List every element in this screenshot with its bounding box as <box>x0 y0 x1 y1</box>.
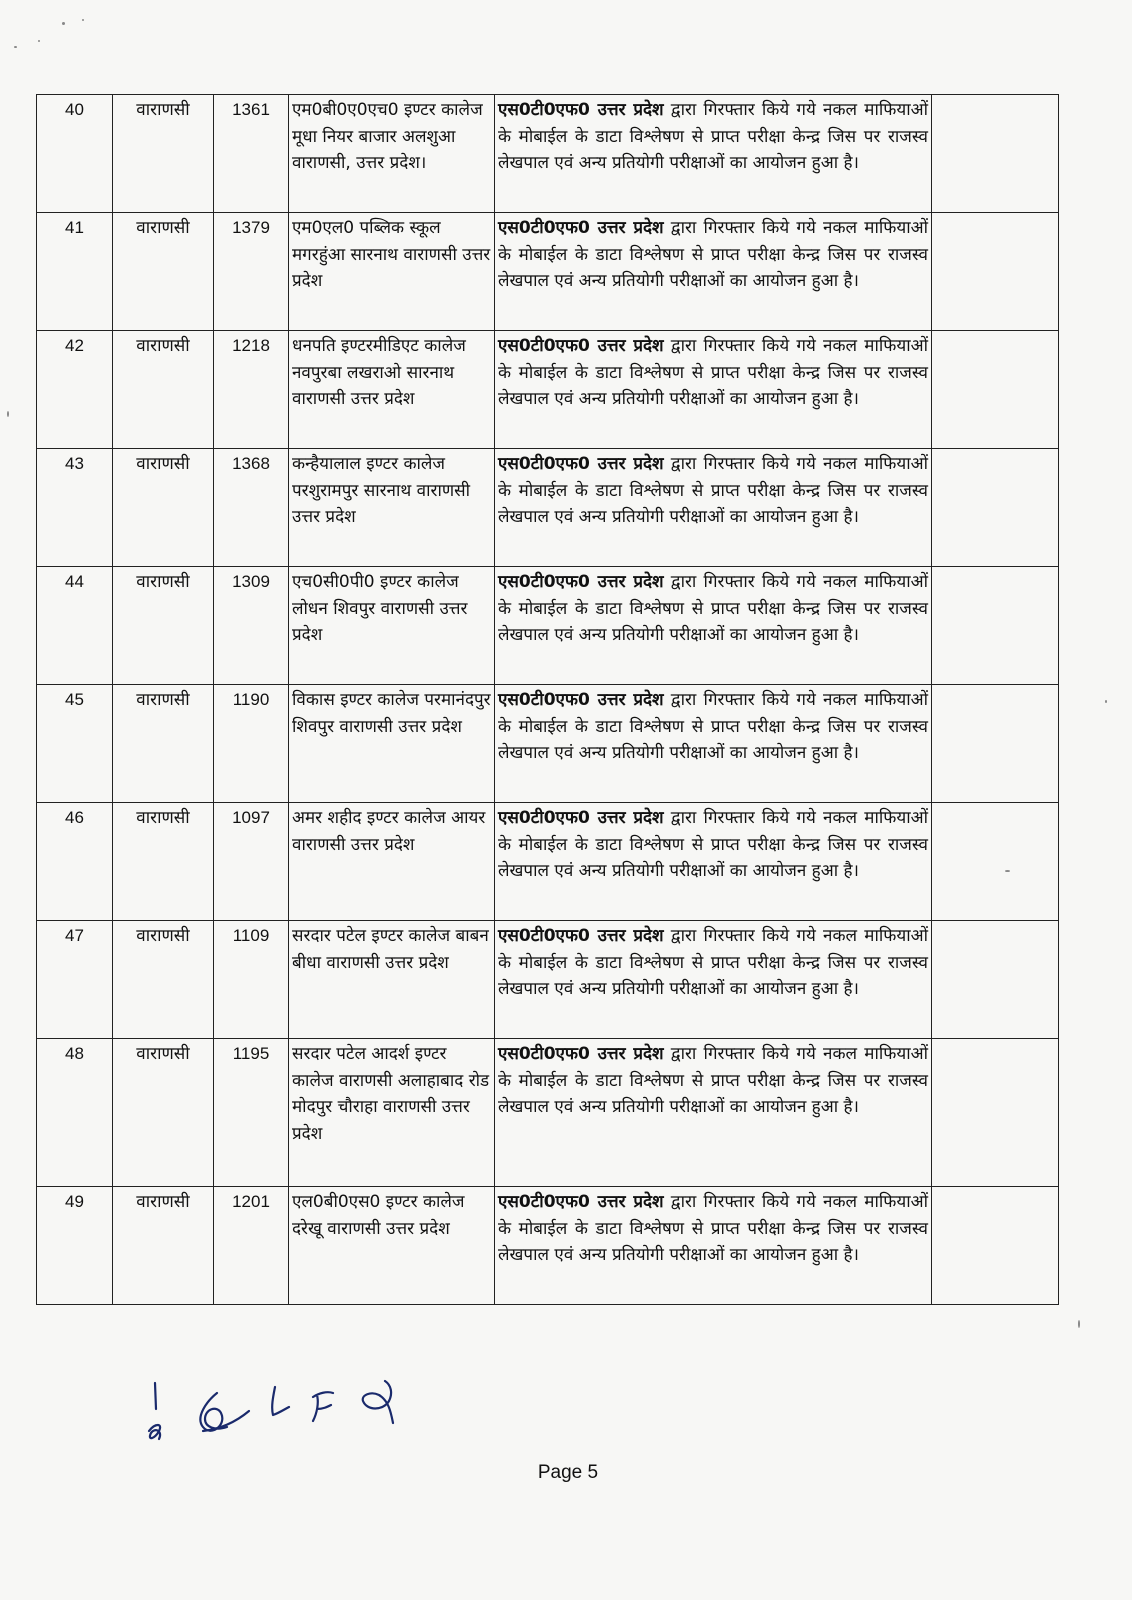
district-cell: वाराणसी <box>113 567 214 685</box>
remark-agency: एस0टी0एफ0 उत्तर प्रदेश <box>498 1044 664 1064</box>
district-cell: वाराणसी <box>113 449 214 567</box>
blank-cell <box>932 331 1059 449</box>
centre-name-cell: सरदार पटेल इण्टर कालेज बाबन बीधा वाराणसी उत्तर प्रदेश <box>289 921 495 1039</box>
blank-cell <box>932 213 1059 331</box>
remark-cell <box>495 95 932 213</box>
exam-centre-table <box>36 94 1059 1305</box>
centre-code-cell: 1218 <box>214 331 289 449</box>
district-cell: वाराणसी <box>113 803 214 921</box>
centre-code-cell: 1097 <box>214 803 289 921</box>
scan-speck <box>82 19 84 21</box>
centre-name-cell: एम0बी0ए0एच0 इण्टर कालेज मूधा नियर बाजार अलशुआ वाराणसी, उत्तर प्रदेश। <box>289 95 495 213</box>
remark-agency: एस0टी0एफ0 उत्तर प्रदेश <box>498 926 664 946</box>
district-cell: वाराणसी <box>113 213 214 331</box>
serial-number-cell: 49 <box>37 1187 113 1305</box>
remark-cell <box>495 331 932 449</box>
centre-name-cell: अमर शहीद इण्टर कालेज आयर वाराणसी उत्तर प्रदेश <box>289 803 495 921</box>
table-row <box>37 1187 1059 1305</box>
centre-code-cell: 1201 <box>214 1187 289 1305</box>
handwritten-signatures <box>135 1375 435 1485</box>
scan-speck <box>1105 700 1107 703</box>
serial-number-cell: 44 <box>37 567 113 685</box>
remark-text: द्वारा गिरफ्तार किये गये नकल माफियाओं के मोबाईल के डाटा विश्लेषण से प्राप्त परीक्षा केन्द्र जिस पर राजस्व लेखपाल एवं अन्य प्रतियोगी परीक्षाओं का आयोजन हुआ है। <box>498 572 928 645</box>
remark-text: द्वारा गिरफ्तार किये गये नकल माफियाओं के मोबाईल के डाटा विश्लेषण से प्राप्त परीक्षा केन्द्र जिस पर राजस्व लेखपाल एवं अन्य प्रतियोगी परीक्षाओं का आयोजन हुआ है। <box>498 454 928 527</box>
blank-cell <box>932 567 1059 685</box>
remark-agency: एस0टी0एफ0 उत्तर प्रदेश <box>498 218 664 238</box>
remark-agency: एस0टी0एफ0 उत्तर प्रदेश <box>498 572 664 592</box>
scan-speck <box>1078 1320 1080 1328</box>
scan-speck <box>62 22 65 25</box>
table-row <box>37 567 1059 685</box>
centre-code-cell: 1195 <box>214 1039 289 1187</box>
district-cell: वाराणसी <box>113 921 214 1039</box>
remark-agency: एस0टी0एफ0 उत्तर प्रदेश <box>498 808 664 828</box>
serial-number-cell: 40 <box>37 95 113 213</box>
table-row <box>37 921 1059 1039</box>
table-row <box>37 95 1059 213</box>
centre-name-cell: एम0एल0 पब्लिक स्कूल मगरहुंआ सारनाथ वाराणसी उत्तर प्रदेश <box>289 213 495 331</box>
table-row <box>37 331 1059 449</box>
centre-code-cell: 1368 <box>214 449 289 567</box>
blank-cell <box>932 1187 1059 1305</box>
remark-cell <box>495 803 932 921</box>
blank-cell <box>932 803 1059 921</box>
blank-cell <box>932 685 1059 803</box>
remark-text: द्वारा गिरफ्तार किये गये नकल माफियाओं के मोबाईल के डाटा विश्लेषण से प्राप्त परीक्षा केन्द्र जिस पर राजस्व लेखपाल एवं अन्य प्रतियोगी परीक्षाओं का आयोजन हुआ है। <box>498 690 928 763</box>
remark-text: द्वारा गिरफ्तार किये गये नकल माफियाओं के मोबाईल के डाटा विश्लेषण से प्राप्त परीक्षा केन्द्र जिस पर राजस्व लेखपाल एवं अन्य प्रतियोगी परीक्षाओं का आयोजन हुआ है। <box>498 1192 928 1265</box>
remark-text: द्वारा गिरफ्तार किये गये नकल माफियाओं के मोबाईल के डाटा विश्लेषण से प्राप्त परीक्षा केन्द्र जिस पर राजस्व लेखपाल एवं अन्य प्रतियोगी परीक्षाओं का आयोजन हुआ है। <box>498 1044 928 1117</box>
remark-agency: एस0टी0एफ0 उत्तर प्रदेश <box>498 1192 664 1212</box>
remark-agency: एस0टी0एफ0 उत्तर प्रदेश <box>498 100 664 120</box>
remark-text: द्वारा गिरफ्तार किये गये नकल माफियाओं के मोबाईल के डाटा विश्लेषण से प्राप्त परीक्षा केन्द्र जिस पर राजस्व लेखपाल एवं अन्य प्रतियोगी परीक्षाओं का आयोजन हुआ है। <box>498 100 928 173</box>
serial-number-cell: 46 <box>37 803 113 921</box>
remark-text: द्वारा गिरफ्तार किये गये नकल माफियाओं के मोबाईल के डाटा विश्लेषण से प्राप्त परीक्षा केन्द्र जिस पर राजस्व लेखपाल एवं अन्य प्रतियोगी परीक्षाओं का आयोजन हुआ है। <box>498 218 928 291</box>
remark-cell <box>495 1187 932 1305</box>
centre-name-cell: एच0सी0पी0 इण्टर कालेज लोधन शिवपुर वाराणसी उत्तर प्रदेश <box>289 567 495 685</box>
remark-cell <box>495 1039 932 1187</box>
blank-cell <box>932 95 1059 213</box>
remark-cell <box>495 213 932 331</box>
scan-speck <box>7 411 9 417</box>
remark-agency: एस0टी0एफ0 उत्तर प्रदेश <box>498 454 664 474</box>
centre-code-cell: 1309 <box>214 567 289 685</box>
remark-cell <box>495 567 932 685</box>
district-cell: वाराणसी <box>113 685 214 803</box>
centre-code-cell: 1379 <box>214 213 289 331</box>
remark-agency: एस0टी0एफ0 उत्तर प्रदेश <box>498 336 664 356</box>
district-cell: वाराणसी <box>113 1187 214 1305</box>
blank-cell <box>932 921 1059 1039</box>
table-row <box>37 1039 1059 1187</box>
blank-cell <box>932 449 1059 567</box>
centre-code-cell: 1190 <box>214 685 289 803</box>
centre-code-cell: 1361 <box>214 95 289 213</box>
district-cell: वाराणसी <box>113 95 214 213</box>
scan-speck <box>38 40 40 42</box>
table-row <box>37 213 1059 331</box>
remark-cell <box>495 921 932 1039</box>
serial-number-cell: 42 <box>37 331 113 449</box>
centre-name-cell: विकास इण्टर कालेज परमानंदपुर शिवपुर वाराणसी उत्तर प्रदेश <box>289 685 495 803</box>
remark-cell <box>495 449 932 567</box>
table-body <box>37 95 1059 1305</box>
blank-cell <box>932 1039 1059 1187</box>
centre-name-cell: धनपति इण्टरमीडिएट कालेज नवपुरबा लखराओ सारनाथ वाराणसी उत्तर प्रदेश <box>289 331 495 449</box>
scan-speck <box>14 46 17 48</box>
remark-text: द्वारा गिरफ्तार किये गये नकल माफियाओं के मोबाईल के डाटा विश्लेषण से प्राप्त परीक्षा केन्द्र जिस पर राजस्व लेखपाल एवं अन्य प्रतियोगी परीक्षाओं का आयोजन हुआ है। <box>498 808 928 881</box>
serial-number-cell: 43 <box>37 449 113 567</box>
serial-number-cell: 47 <box>37 921 113 1039</box>
table-row <box>37 449 1059 567</box>
serial-number-cell: 48 <box>37 1039 113 1187</box>
district-cell: वाराणसी <box>113 1039 214 1187</box>
remark-cell <box>495 685 932 803</box>
centre-name-cell: एल0बी0एस0 इण्टर कालेज दरेखू वाराणसी उत्तर प्रदेश <box>289 1187 495 1305</box>
remark-text: द्वारा गिरफ्तार किये गये नकल माफियाओं के मोबाईल के डाटा विश्लेषण से प्राप्त परीक्षा केन्द्र जिस पर राजस्व लेखपाल एवं अन्य प्रतियोगी परीक्षाओं का आयोजन हुआ है। <box>498 926 928 999</box>
serial-number-cell: 45 <box>37 685 113 803</box>
district-cell: वाराणसी <box>113 331 214 449</box>
table-row <box>37 685 1059 803</box>
table-row <box>37 803 1059 921</box>
centre-name-cell: सरदार पटेल आदर्श इण्टर कालेज वाराणसी अलाहाबाद रोड मोदपुर चौराहा वाराणसी उत्तर प्रदेश <box>289 1039 495 1187</box>
centre-code-cell: 1109 <box>214 921 289 1039</box>
centre-name-cell: कन्हैयालाल इण्टर कालेज परशुरामपुर सारनाथ वाराणसी उत्तर प्रदेश <box>289 449 495 567</box>
remark-text: द्वारा गिरफ्तार किये गये नकल माफियाओं के मोबाईल के डाटा विश्लेषण से प्राप्त परीक्षा केन्द्र जिस पर राजस्व लेखपाल एवं अन्य प्रतियोगी परीक्षाओं का आयोजन हुआ है। <box>498 336 928 409</box>
serial-number-cell: 41 <box>37 213 113 331</box>
remark-agency: एस0टी0एफ0 उत्तर प्रदेश <box>498 690 664 710</box>
page-number: Page 5 <box>537 1462 599 1483</box>
